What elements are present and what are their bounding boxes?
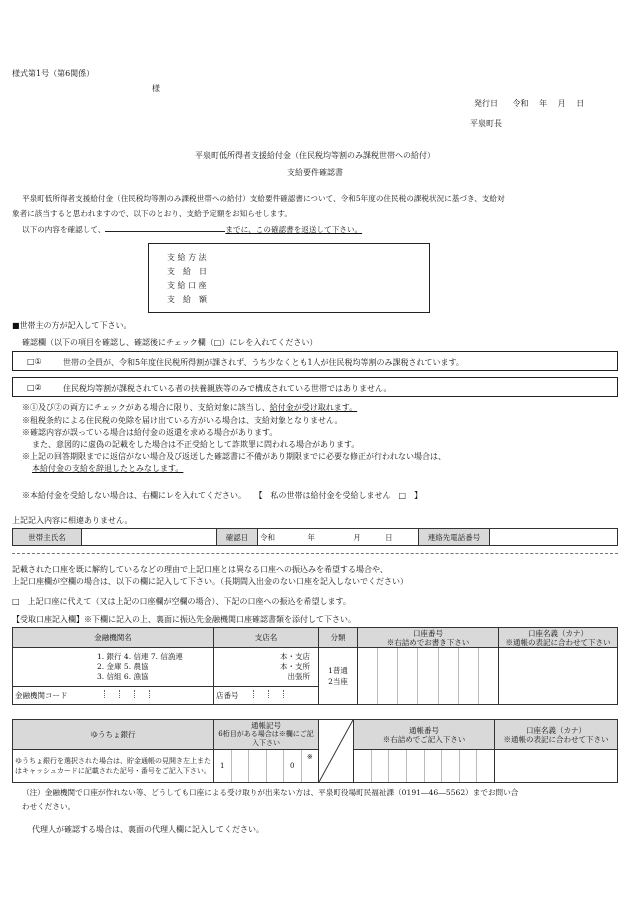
yucho-description: ゆうちょ銀行を選択された場合は、貯金通帳の見開き左上またはキャッシュカードに記載された記号・番号をご記入下さい。 bbox=[13, 750, 214, 783]
issue-date-label: 発行日 bbox=[474, 99, 498, 108]
bank-table bbox=[12, 627, 618, 705]
section-title: ■世帯主の方が記入して下さい。 bbox=[12, 321, 132, 330]
householder-name-field[interactable] bbox=[82, 529, 217, 546]
confirm-day: 日 bbox=[385, 532, 393, 542]
symbol-digit-5: 0 bbox=[284, 750, 302, 782]
yucho-number-note: ※右詰めでご記入下さい bbox=[382, 734, 466, 744]
footer-note-1: （注）金融機関で口座が作れない等、どうしても口座による受け取りが出来ない方は、平泉町役場町民福祉課（0191―46―5562）までお問い合 bbox=[22, 788, 519, 797]
yucho-holder-note: ※通帳の表記に合わせて下さい bbox=[503, 734, 609, 744]
class-ordinary: 1普通 bbox=[328, 666, 348, 675]
class-current: 2当座 bbox=[328, 677, 348, 686]
account-no-note: ※右詰めでお書き下さい bbox=[386, 637, 470, 647]
note-3: ※確認内容が誤っている場合は給付金の返還を求める場合があります。 bbox=[22, 428, 278, 437]
account-section-title: 【受取口座記入欄】※下欄に記入の上、裏面に振込先金融機関口座確認書類を添付して下さい。 bbox=[12, 615, 356, 624]
branch-type-line3: 出張所 bbox=[287, 671, 310, 681]
intro-para2-suffix: までに、この確認書を返送して下さい。 bbox=[225, 225, 363, 234]
note-5: ※上記の回答期限までに返信がない場合及び返送した確認書に不備があり期限までに必要な修正が行われない場合は、 bbox=[22, 452, 446, 461]
check-instruction: 確認欄（以下の項目を確認し、確認後にチェック欄（□）にレを入れてください） bbox=[22, 338, 318, 347]
diagonal-line bbox=[319, 720, 353, 782]
symbol-star: ※ bbox=[306, 753, 313, 761]
householder-name-label: 世帯主氏名 bbox=[13, 529, 82, 546]
account-no-header bbox=[358, 628, 499, 648]
phone-label: 連絡先電話番号 bbox=[419, 529, 490, 546]
confirm-date-label: 確認日 bbox=[217, 529, 258, 546]
confirm-month: 月 bbox=[353, 532, 361, 542]
branch-type-options[interactable] bbox=[214, 648, 319, 687]
yucho-symbol-header bbox=[214, 720, 319, 750]
branch-no-row[interactable] bbox=[214, 686, 319, 704]
form-number: 様式第1号（第6関係） bbox=[12, 69, 95, 78]
bank-type-line2: 2. 金庫 5. 農協 bbox=[97, 661, 149, 671]
confirm-date-field[interactable] bbox=[258, 529, 419, 546]
payment-info-box bbox=[148, 243, 430, 313]
addressee-suffix: 様 bbox=[152, 84, 160, 93]
bank-name-header: 金融機関名 bbox=[13, 628, 214, 648]
check-item-1-no[interactable]: □① bbox=[27, 357, 42, 366]
account-no-field[interactable] bbox=[358, 648, 499, 705]
branch-no-label: 店番号 bbox=[216, 690, 239, 700]
intro-para1b: 象者に該当すると思われますので、以下のとおり、支給予定額をお知らせします。 bbox=[12, 209, 292, 218]
check-item-1-text: 世帯の全員が、令和5年度住民税所得割が課されず、うち少なくとも1人が住民税均等割のみ課税されています。 bbox=[63, 358, 464, 367]
intro-para2 bbox=[22, 224, 362, 235]
bank-type-options[interactable] bbox=[13, 648, 214, 687]
title-line1: 平泉町低所得者支援給付金（住民税均等割のみ課税世帯への給付） bbox=[195, 151, 435, 160]
branch-header: 支店名 bbox=[214, 628, 319, 648]
branch-type-line1: 本・支店 bbox=[280, 651, 310, 661]
branch-type-line2: 本・支所 bbox=[280, 661, 310, 671]
yucho-holder-field[interactable] bbox=[495, 750, 618, 783]
symbol-digit-1: 1 bbox=[214, 750, 232, 782]
bank-code-row[interactable] bbox=[13, 686, 214, 704]
check-item-1[interactable] bbox=[12, 351, 618, 371]
check-item-2-text: 住民税均等割が課税されている者の扶養親族等のみで構成されている世帯ではありません。 bbox=[63, 384, 392, 393]
yucho-holder-header bbox=[495, 720, 618, 750]
yucho-table bbox=[12, 719, 618, 783]
account-change-p2: 上記口座欄が空欄の場合は、以下の欄に記入して下さい。（長期間入出金のない口座を記入しないでください） bbox=[12, 577, 408, 586]
account-change-p1: 記載された口座を既に解約しているなどの理由で上記口座とは異なる口座への振込みを希望する場合や、 bbox=[12, 565, 388, 574]
return-deadline bbox=[105, 231, 225, 232]
issue-date bbox=[474, 98, 584, 109]
holder-header bbox=[499, 628, 618, 648]
confirm-era: 令和 bbox=[260, 532, 275, 542]
bank-code-label: 金融機関コード bbox=[15, 690, 68, 700]
issuer: 平泉町長 bbox=[470, 119, 502, 128]
divider bbox=[12, 553, 618, 554]
note-2: ※租税条約による住民税の免除を届け出ている方がいる場合は、支給対象となりません。 bbox=[22, 416, 343, 425]
issue-month: 月 bbox=[557, 99, 566, 108]
holder-title: 口座名義（カナ） bbox=[528, 628, 588, 638]
footer-note-2: わせください。 bbox=[22, 802, 76, 811]
yucho-header: ゆうちょ銀行 bbox=[13, 720, 214, 750]
intro-para2-prefix: 以下の内容を確認して、 bbox=[22, 225, 106, 234]
yucho-diagonal bbox=[319, 720, 354, 783]
bank-type-line3: 3. 信組 6. 漁協 bbox=[97, 671, 149, 681]
confirm-table bbox=[12, 528, 618, 546]
bank-type-line1: 1. 銀行 4. 信連 7. 信漁連 bbox=[97, 651, 183, 661]
confirm-year: 年 bbox=[307, 532, 315, 542]
yucho-symbol-field[interactable] bbox=[214, 750, 319, 783]
footer-proxy: 代理人が確認する場合は、裏面の代理人欄に記入してください。 bbox=[32, 825, 264, 834]
account-no-title: 口座番号 bbox=[413, 628, 443, 638]
check-item-2[interactable] bbox=[12, 377, 618, 397]
payment-date-label: 支 給 日 bbox=[167, 267, 207, 276]
yucho-number-field[interactable] bbox=[354, 750, 495, 783]
note-6: 本給付金の支給を辞退したとみなします。 bbox=[32, 464, 184, 473]
note-1 bbox=[22, 402, 357, 413]
note-1-underlined: 給付金が受け取れます。 bbox=[269, 403, 358, 412]
account-class-options[interactable] bbox=[319, 648, 358, 705]
check-item-2-no[interactable]: □② bbox=[27, 383, 42, 392]
phone-field[interactable] bbox=[490, 529, 618, 546]
yucho-number-header bbox=[354, 720, 495, 750]
yucho-symbol-note: 6桁目がある場合は※欄にご記入下さい bbox=[218, 730, 314, 747]
decline-row bbox=[22, 490, 422, 501]
yucho-holder-title: 口座名義（カナ） bbox=[526, 725, 586, 735]
holder-note: ※通帳の表記に合わせて下さい bbox=[505, 637, 611, 647]
yucho-symbol-title: 通帳記号 bbox=[251, 721, 281, 730]
decline-text: ※本給付金を受給しない場合は、右欄にレを入れてください。 bbox=[22, 491, 246, 500]
title-line2: 支給要件確認書 bbox=[287, 168, 343, 177]
payment-method-label: 支 給 方 法 bbox=[167, 253, 207, 262]
payment-amount-label: 支 給 額 bbox=[167, 295, 207, 304]
account-change-option[interactable]: □ 上記口座に代えて（又は上記の口座欄が空欄の場合）、下記の口座への振込を希望します。 bbox=[12, 597, 351, 606]
note-1-text: ※①及び②の両方にチェックがある場合に限り、支給対象に該当し、 bbox=[22, 403, 270, 412]
yucho-number-title: 通帳番号 bbox=[409, 725, 439, 735]
class-header: 分類 bbox=[319, 628, 358, 648]
decline-checkbox[interactable]: 【 私の世帯は給付金を受給しません □ 】 bbox=[254, 491, 423, 500]
issue-era: 令和 bbox=[512, 99, 529, 108]
note-4: また、意図的に虚偽の記載をした場合は不正受給として詐欺罪に問われる場合があります。 bbox=[32, 440, 360, 449]
intro-para1a: 平泉町低所得者支援給付金（住民税均等割のみ課税世帯への給付）支給要件確認書について、令和5年度の住民税の課税状況に基づき、支給対 bbox=[22, 194, 505, 203]
issue-year: 年 bbox=[539, 99, 548, 108]
issue-day: 日 bbox=[576, 99, 585, 108]
payment-account-label: 支 給 口 座 bbox=[167, 281, 207, 290]
holder-field[interactable] bbox=[499, 648, 618, 705]
confirm-statement: 上記記入内容に相違ありません。 bbox=[12, 516, 133, 525]
